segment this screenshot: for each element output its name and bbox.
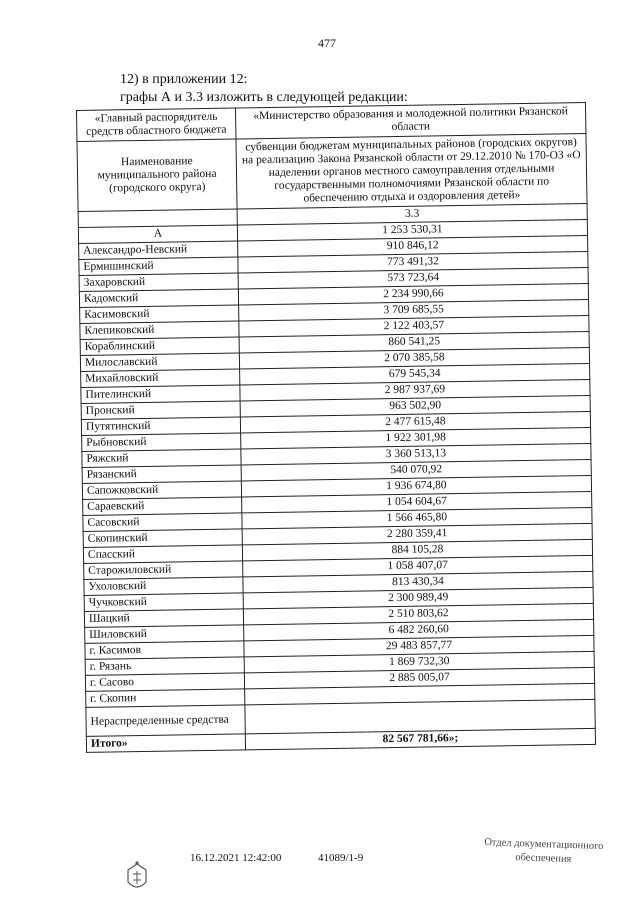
district-name: Милославский — [80, 353, 239, 371]
district-name: Сараевский — [83, 497, 242, 515]
intro-line-1: 12) в приложении 12: — [120, 72, 248, 87]
subvention-amount: 1 253 530,31 — [237, 219, 587, 240]
district-name: Пителинский — [81, 385, 240, 403]
subvention-amount: 540 070,92 — [241, 459, 591, 480]
subvention-amount: 1 922 301,98 — [241, 427, 591, 448]
page-number: 477 — [318, 36, 336, 50]
district-name: Ряжский — [82, 449, 241, 467]
district-name: Кадомский — [79, 289, 238, 307]
subvention-amount: 1 566 465,80 — [242, 507, 592, 528]
subvention-amount: 910 846,12 — [238, 235, 588, 256]
district-name: Шиловский — [85, 625, 244, 643]
header-ministry: «Министерство образования и молодежной политики Рязанской области — [235, 102, 585, 138]
subvention-amount: 1 869 732,30 — [244, 651, 594, 672]
header-row — [77, 133, 587, 211]
district-name: Чучковский — [84, 593, 243, 611]
header-subvention-description: субвенции бюджетам муниципальных районов (городских округов) на реализацию Закона Рязанской области от 29.12.2010 № 170-ОЗ «О наделении органов местного самоуправления отдельными государственными полномочиями Рязанской области по обеспечению отдыха и оздоровления детей» — [236, 133, 587, 208]
footer-doc-number: 41089/1-9 — [318, 852, 364, 864]
district-name: Пронский — [81, 401, 240, 419]
district-name: Шацкий — [84, 609, 243, 627]
stamp-line-1: Отдел документационного — [484, 836, 604, 853]
district-name: Старожиловский — [84, 561, 243, 579]
subvention-amount: 6 482 260,60 — [244, 619, 594, 640]
subvention-amount: 3 360 513,13 — [241, 443, 591, 464]
district-name: Путятинский — [81, 417, 240, 435]
district-name: г. Скопин — [86, 689, 245, 707]
header-column-number: 3.3 — [237, 203, 587, 224]
coat-of-arms-icon — [124, 860, 150, 894]
district-name: Ермишинский — [79, 257, 238, 275]
subvention-amount: 2 300 989,49 — [243, 587, 593, 608]
district-name: Михайловский — [81, 369, 240, 387]
footer-timestamp: 16.12.2021 12:42:00 — [190, 852, 282, 864]
budget-table — [76, 102, 596, 753]
department-stamp — [484, 836, 604, 868]
district-name: г. Рязань — [85, 657, 244, 675]
district-name: Рыбновский — [82, 433, 241, 451]
subvention-amount: 963 502,90 — [240, 395, 590, 416]
subvention-amount: 679 545,34 — [240, 363, 590, 384]
district-name: г. Касимов — [85, 641, 244, 659]
district-name: Рязанский — [82, 465, 241, 483]
header-district-label: Наименование муниципального района (городского округа) — [77, 139, 237, 211]
district-name: Сапожковский — [82, 481, 241, 499]
subvention-amount: 2 510 803,62 — [243, 603, 593, 624]
subvention-amount: 1 936 674,80 — [241, 475, 591, 496]
district-name: Клепиковский — [80, 321, 239, 339]
subvention-amount: 29 483 857,77 — [244, 635, 594, 656]
subvention-amount: 860 541,25 — [239, 331, 589, 352]
header-distributor-label: «Главный распорядитель средств областного бюджета — [77, 108, 236, 141]
district-name: Спасский — [83, 545, 242, 563]
district-name: Сасовский — [83, 513, 242, 531]
district-name: Скопинский — [83, 529, 242, 547]
subvention-amount: 2 987 937,69 — [240, 379, 590, 400]
subvention-amount: 773 491,32 — [238, 251, 588, 272]
subvention-amount: 573 723,64 — [238, 267, 588, 288]
subvention-amount: 2 885 005,07 — [244, 667, 594, 688]
district-name: Нераспределенные средства — [86, 705, 245, 736]
intro-line-2: графы А и 3.3 изложить в следующей редакции: — [120, 90, 408, 105]
subvention-amount: 2 280 359,41 — [242, 523, 592, 544]
subvention-amount: 813 430,34 — [243, 571, 593, 592]
subvention-amount: 2 122 403,57 — [239, 315, 589, 336]
subvention-amount: 884 105,28 — [242, 539, 592, 560]
stamp-line-2: обеспечения — [515, 852, 572, 865]
subvention-amount: 3 709 685,55 — [239, 299, 589, 320]
subvention-amount: 2 070 385,58 — [239, 347, 589, 368]
subvention-amount: 82 567 781,66»; — [245, 728, 595, 749]
district-name: Итого» — [86, 734, 245, 752]
district-name: Захаровский — [79, 273, 238, 291]
district-name: Александро-Невский — [79, 241, 238, 259]
subvention-amount: 1 054 604,67 — [242, 491, 592, 512]
district-name: А — [78, 225, 237, 243]
district-name: г. Сасово — [85, 673, 244, 691]
subvention-amount: 1 058 407,07 — [243, 555, 593, 576]
subvention-amount: 2 234 990,66 — [238, 283, 588, 304]
district-name: Кораблинский — [80, 337, 239, 355]
district-name: Касимовский — [80, 305, 239, 323]
district-name: Ухоловский — [84, 577, 243, 595]
subvention-amount: 2 477 615,48 — [240, 411, 590, 432]
